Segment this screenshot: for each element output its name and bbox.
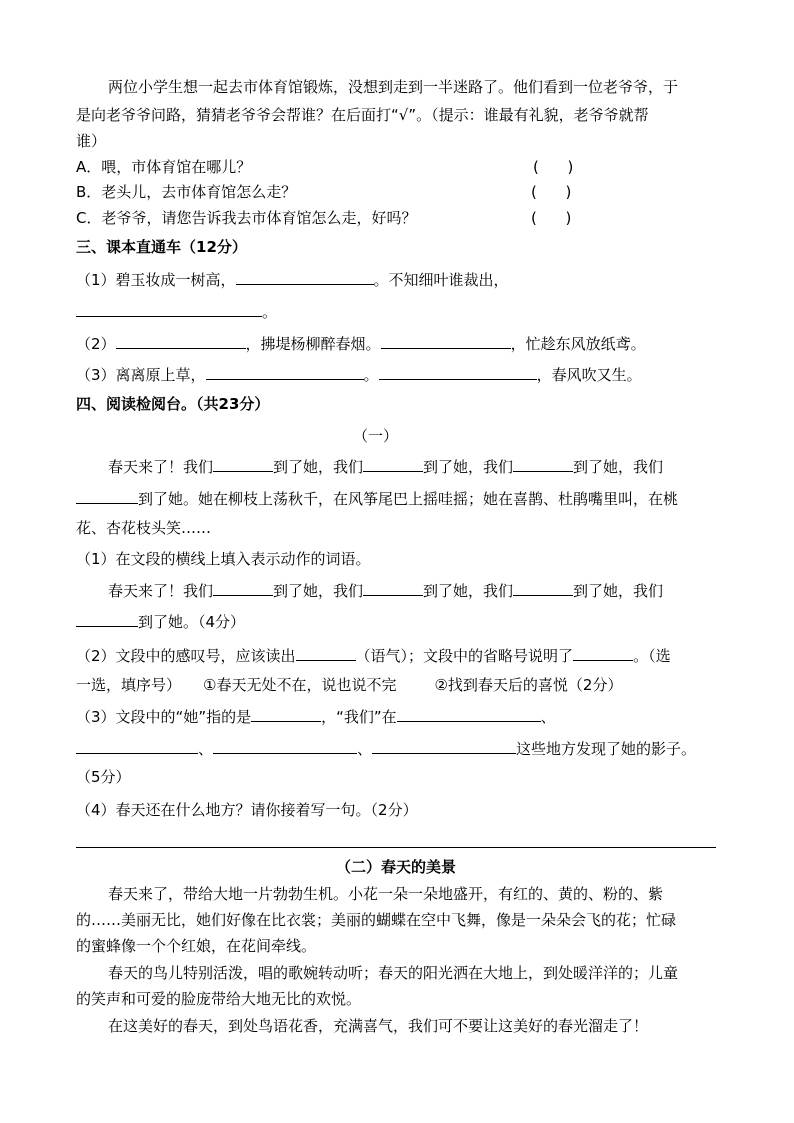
reading-question-2 (76, 645, 671, 666)
reading-q1-fill-line-2 (76, 611, 245, 632)
option-c-answer-bracket[interactable]: ( ) (531, 209, 572, 227)
poem-q2-blank-1[interactable] (116, 333, 246, 349)
reading-q1-blank-1[interactable] (213, 580, 273, 596)
reading-q2-option-1: ①春天无处不在，说也说不完 (203, 676, 397, 694)
poem-q1-text-c: 。 (262, 303, 278, 321)
poem-q2-text-c: ，忙趁东风放纸鸢。 (510, 335, 646, 353)
poem-question-3 (76, 364, 642, 385)
poem-q1-text-a: （1）碧玉妆成一树高， (76, 271, 236, 289)
passage-1-line-3: 花、杏花枝头笑…… (76, 519, 212, 537)
passage-1-text-e: 到了她。她在柳枝上荡秋千，在风筝尾巴上摇哇摇；她在喜鹊、杜鹃嘴里叫，在桃 (138, 490, 679, 508)
poem-q3-text-a: （3）离离原上草， (76, 366, 206, 384)
option-a: A．喂，市体育馆在哪儿？ (76, 158, 252, 176)
poem-question-1-cont (76, 301, 277, 322)
reading-q3-blank-1[interactable] (251, 706, 321, 722)
reading-q1-text-b: 到了她，我们 (273, 582, 364, 600)
passage-2-para-1-line-3: 的蜜蜂像一个个红娘，在花间牵线。 (76, 937, 317, 955)
reading-q3-blank-5[interactable] (372, 738, 516, 754)
option-b-answer-bracket[interactable]: ( ) (531, 183, 572, 201)
reading-q3-text-e: 、 (357, 740, 373, 758)
reading-q1-text-d: 到了她，我们 (573, 582, 664, 600)
reading-q2-option-2: ②找到春天后的喜悦（2分） (434, 676, 623, 694)
poem-q1-text-b: 。不知细叶谁裁出， (373, 271, 509, 289)
passage-2-para-2-line-1: 春天的鸟儿特别活泼，唱的歌婉转动听；春天的阳光洒在大地上，到处暖洋洋的；儿童 (108, 964, 679, 982)
reading-q3-line-2 (76, 738, 696, 759)
passage-1-text-a: 春天来了！我们 (108, 458, 214, 476)
poem-q1-blank-1[interactable] (236, 269, 374, 285)
passage-1-text-d: 到了她，我们 (573, 458, 664, 476)
reading-q1-blank-2[interactable] (363, 580, 423, 596)
passage-1-blank-4[interactable] (76, 488, 138, 504)
reading-q3-blank-2[interactable] (397, 706, 541, 722)
reading-q2-blank-1[interactable] (296, 645, 356, 661)
passage-2-para-2-line-2: 的笑声和可爱的脸庞带给大地无比的欢悦。 (76, 990, 362, 1008)
reading-question-3 (76, 706, 556, 727)
reading-q3-blank-4[interactable] (213, 738, 357, 754)
intro-line-1: 两位小学生想一起去市体育馆锻炼，没想到走到一半迷路了。他们看到一位老爷爷，于 (108, 78, 679, 96)
reading-q2-choices (76, 675, 622, 695)
poem-q2-text-a: （2） (76, 335, 116, 353)
intro-line-2: 是向老爷爷问路，猜猜老爷爷会帮谁？在后面打“√”。（提示：谁最有礼貌，老爷爷就帮 (76, 106, 649, 124)
poem-question-2 (76, 333, 646, 354)
poem-q2-text-b: ，拂堤杨柳醉春烟。 (245, 335, 381, 353)
section-4-heading: 四、阅读检阅台。（共23分） (76, 395, 270, 413)
passage-1-blank-1[interactable] (213, 456, 273, 472)
option-b: B．老头儿，去市体育馆怎么走？ (76, 183, 297, 201)
poem-question-1 (76, 269, 509, 290)
reading-q1-blank-3[interactable] (513, 580, 573, 596)
reading-q2-text-d: 一选，填序号） (76, 676, 182, 694)
reading-question-4: （4）春天还在什么地方？请你接着写一句。（2分） (76, 801, 418, 819)
option-a-answer-bracket[interactable]: ( ) (533, 158, 574, 176)
passage-1-blank-3[interactable] (513, 456, 573, 472)
poem-q1-blank-2[interactable] (76, 301, 262, 317)
section-3-heading: 三、课本直通车（12分） (76, 238, 247, 256)
poem-q2-blank-2[interactable] (381, 333, 511, 349)
reading-q3-text-f: 这些地方发现了她的影子。 (516, 740, 697, 758)
passage-1-line-2 (76, 488, 678, 509)
passage-1-text-c: 到了她，我们 (423, 458, 514, 476)
poem-q3-text-b: 。 (363, 366, 379, 384)
poem-q3-blank-1[interactable] (206, 364, 364, 380)
passage-1-title: （一） (353, 427, 399, 445)
option-c: C．老爷爷，请您告诉我去市体育馆怎么走，好吗？ (76, 209, 417, 227)
reading-q3-text-c: 、 (540, 708, 556, 726)
passage-2-title: （二）春天的美景 (336, 858, 457, 876)
passage-2-para-3: 在这美好的春天，到处鸟语花香，充满喜气，我们可不要让这美好的春光溜走了！ (108, 1017, 649, 1035)
passage-2-para-1-line-2: 的……美丽无比，她们好像在比衣裳；美丽的蝴蝶在空中飞舞，像是一朵朵会飞的花；忙碌 (76, 911, 677, 929)
poem-q3-blank-2[interactable] (379, 364, 537, 380)
reading-q2-text-b: （语气）；文段中的省略号说明了 (355, 647, 574, 665)
reading-q2-text-c: 。（选 (633, 647, 671, 665)
passage-1-blank-2[interactable] (363, 456, 423, 472)
passage-1-line-1 (108, 456, 663, 477)
reading-q1-fill-line-1 (108, 580, 663, 601)
reading-q2-text-a: （2）文段中的感叹号，应该读出 (76, 647, 296, 665)
reading-question-1: （1）在文段的横线上填入表示动作的词语。 (76, 550, 371, 568)
reading-q1-text-c: 到了她，我们 (423, 582, 514, 600)
passage-1-text-b: 到了她，我们 (273, 458, 364, 476)
reading-q2-blank-2[interactable] (573, 645, 633, 661)
reading-q1-text-a: 春天来了！我们 (108, 582, 214, 600)
reading-q3-text-b: ，“我们”在 (321, 708, 397, 726)
reading-q1-blank-4[interactable] (76, 611, 138, 627)
poem-q3-text-c: ，春风吹又生。 (536, 366, 642, 384)
reading-q3-text-d: 、 (198, 740, 214, 758)
intro-line-3: 谁） (76, 132, 107, 150)
reading-q3-text-a: （3）文段中的“她”指的是 (76, 708, 252, 726)
passage-2-para-1-line-1: 春天来了，带给大地一片勃勃生机。小花一朵一朵地盛开，有红的、黄的、粉的、紫 (108, 885, 664, 903)
divider-line (76, 847, 716, 848)
reading-q3-score: （5分） (76, 768, 131, 786)
reading-q3-blank-3[interactable] (76, 738, 198, 754)
reading-q1-text-e: 到了她。（4分） (138, 613, 246, 631)
